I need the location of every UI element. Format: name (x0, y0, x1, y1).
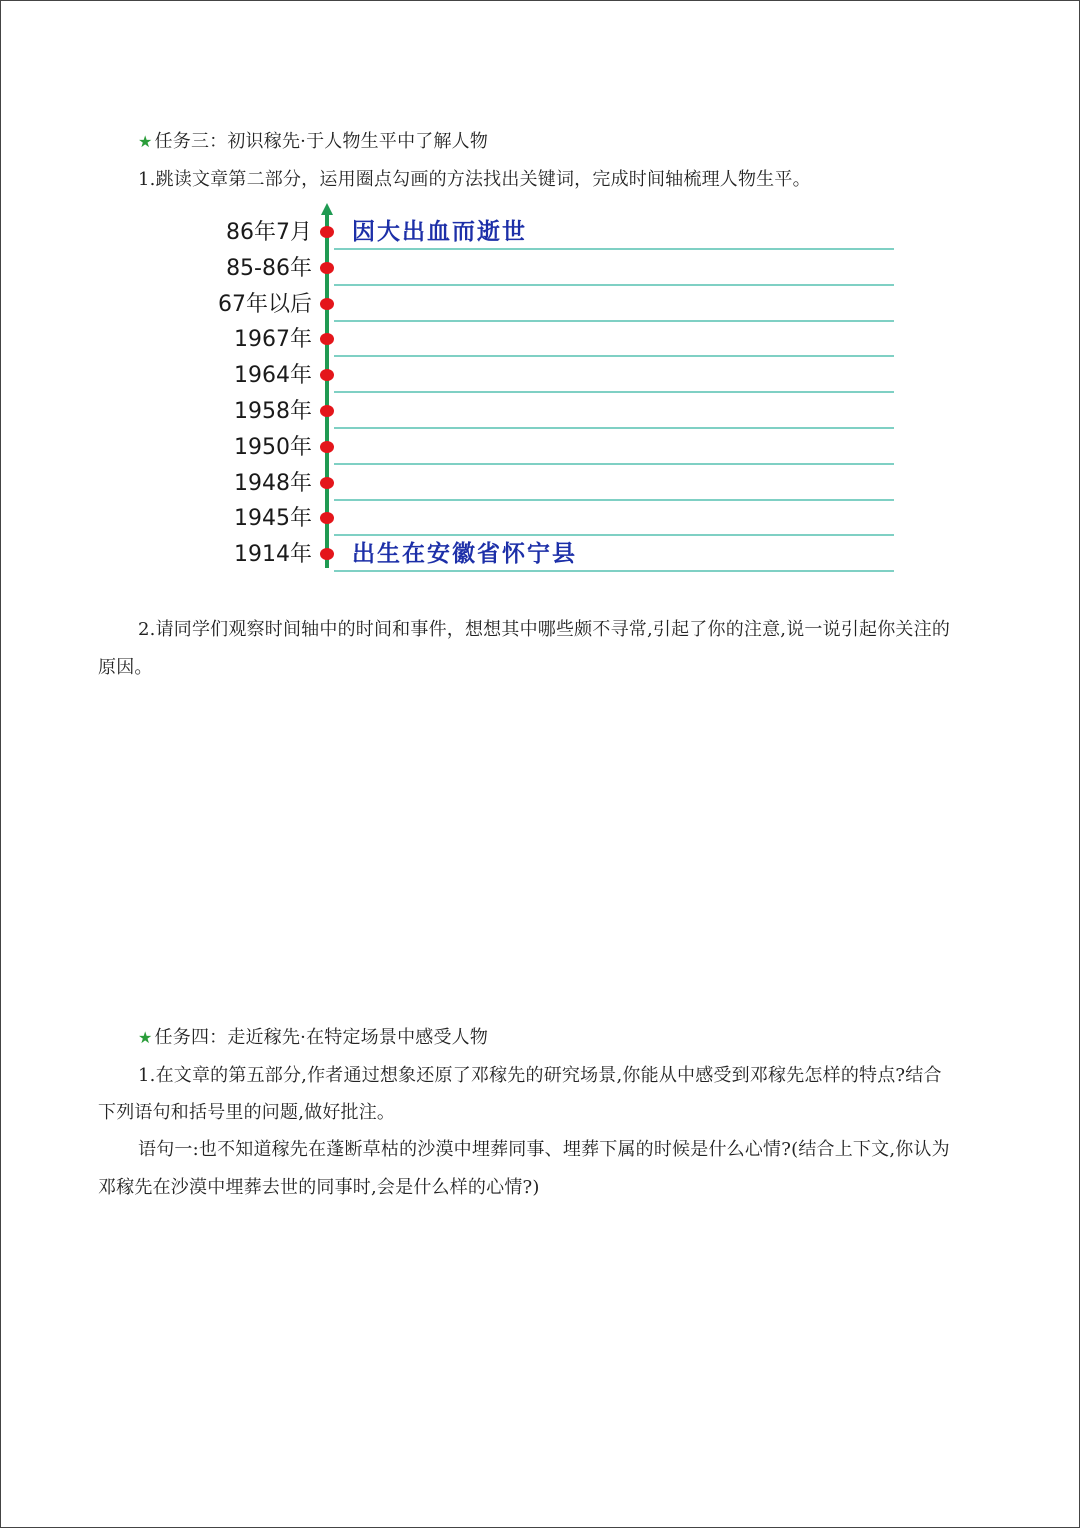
timeline-row (210, 467, 900, 503)
timeline-answer-line (334, 427, 894, 429)
timeline-row (210, 538, 900, 574)
timeline-date: 1964年 (234, 363, 312, 389)
timeline-answer-line (334, 391, 894, 393)
timeline-answer-line (334, 463, 894, 465)
timeline-dot (320, 298, 334, 310)
timeline-dot (320, 405, 334, 417)
timeline-row (210, 502, 900, 538)
timeline-dot (320, 226, 334, 238)
task4-sentence-1-line1: 语句一:也不知道稼先在蓬断草枯的沙漠中埋葬同事、埋葬下属的时候是什么心情?(结合上下文,你认为 (138, 1139, 950, 1160)
timeline-row (210, 288, 900, 324)
timeline-date: 1958年 (234, 399, 312, 424)
timeline-answer-line (334, 248, 894, 250)
timeline-row (210, 252, 900, 288)
timeline (210, 200, 910, 580)
timeline-dot (320, 369, 334, 381)
timeline-date: 85-86年 (226, 255, 312, 281)
timeline-date: 1914年 (234, 542, 312, 568)
timeline-answer-line (334, 534, 894, 536)
timeline-dot (320, 333, 334, 345)
star-icon: ★ (138, 1028, 153, 1047)
task3-question-1: 1.跳读文章第二部分，运用圈点勾画的方法找出关键词，完成时间轴梳理人物生平。 (138, 169, 811, 190)
timeline-answer-line (334, 355, 894, 357)
timeline-dot (320, 548, 334, 560)
task3-heading (138, 128, 488, 156)
timeline-date: 1945年 (234, 506, 312, 532)
timeline-date: 1950年 (234, 434, 312, 460)
timeline-date: 67年以后 (218, 291, 312, 317)
timeline-date: 1967年 (234, 327, 312, 353)
timeline-row (210, 395, 900, 431)
task3-title: 任务三：初识稼先·于人物生平中了解人物 (154, 131, 489, 152)
timeline-answer-line (334, 570, 894, 572)
star-icon: ★ (138, 132, 153, 151)
timeline-event: 因大出血而逝世 (352, 219, 527, 245)
task4-question-1-line2: 下列语句和括号里的问题,做好批注。 (98, 1102, 396, 1123)
timeline-answer-line (334, 284, 894, 286)
timeline-dot (320, 512, 334, 524)
timeline-row (210, 216, 900, 252)
timeline-date: 1948年 (234, 470, 312, 496)
timeline-row (210, 323, 900, 359)
timeline-event: 出生在安徽省怀宁县 (352, 541, 577, 568)
timeline-dot (320, 262, 334, 274)
timeline-date: 86年7月 (226, 220, 312, 245)
task4-question-1-line1: 1.在文章的第五部分,作者通过想象还原了邓稼先的研究场景,你能从中感受到邓稼先怎样的特点?结合 (138, 1065, 942, 1086)
timeline-dot (320, 477, 334, 489)
task4-title: 任务四：走近稼先·在特定场景中感受人物 (154, 1027, 489, 1048)
task4-heading (138, 1024, 488, 1052)
timeline-answer-line (334, 320, 894, 322)
timeline-row (210, 359, 900, 395)
timeline-answer-line (334, 499, 894, 501)
task4-sentence-1-line2: 邓稼先在沙漠中埋葬去世的同事时,会是什么样的心情?) (98, 1177, 540, 1198)
timeline-dot (320, 441, 334, 453)
task3-question-2-line1: 2.请同学们观察时间轴中的时间和事件，想想其中哪些颇不寻常,引起了你的注意,说一说引起你关注的 (138, 619, 951, 640)
timeline-row (210, 431, 900, 467)
task3-question-2-line2: 原因。 (98, 657, 153, 678)
